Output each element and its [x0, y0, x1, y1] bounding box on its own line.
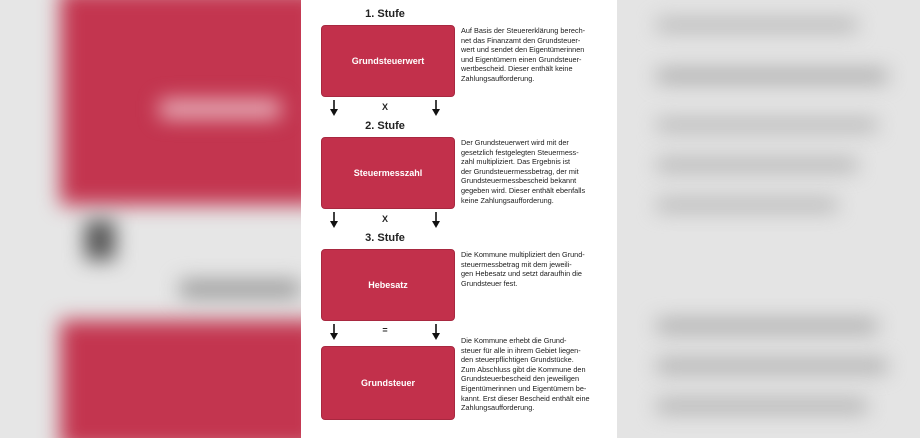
step-3-box — [321, 249, 455, 321]
down-arrow-icon — [329, 100, 339, 116]
result-box — [321, 346, 455, 420]
multiply-operator-2: X — [381, 214, 388, 224]
step-1-description: Auf Basis der Steuererklärung berech- net das Finanzamt den Grundsteuer- wert und sendet den Eigentümerinnen und Eigentümern einen Grundsteuer- wertbescheid. Dieser enthält keine Zahlungsaufforderung. — [461, 26, 586, 83]
down-arrow-icon — [431, 212, 441, 228]
result-description: Die Kommune erhebt die Grund- steuer für alle in ihrem Gebiet liegen- den steuerpflichtigen Grundstücke. Zum Abschluss gibt die Kommune den Grundsteuerbescheid den jeweiligen Eigentümerinnen und Eigentümern be- kannt. Erst dieser Bescheid enthält eine Zahlungsaufforderung. — [461, 336, 590, 413]
down-arrow-icon — [329, 212, 339, 228]
step-3-heading: 3. Stufe — [365, 232, 405, 244]
down-arrow-icon — [431, 324, 441, 340]
step-1-box — [321, 25, 455, 97]
step-2-box-label: Steuermesszahl — [353, 168, 423, 178]
multiply-operator-1: X — [381, 102, 388, 112]
step-1-box-label: Grundsteuerwert — [351, 56, 425, 66]
blurred-background-left — [0, 0, 301, 438]
step-2-description: Der Grundsteuerwert wird mit der gesetzlich festgelegten Steuermess- zahl multipliziert. Das Ergebnis ist der Grundsteuermessbetrag, der mit Grundsteuermessbescheid bekannt gegeben wird. Dieser enthält ebenfalls keine Zahlungsaufforderung. — [461, 138, 586, 205]
blurred-background-right — [617, 0, 920, 438]
step-1-heading: 1. Stufe — [365, 8, 405, 20]
down-arrow-icon — [329, 324, 339, 340]
result-box-label: Grundsteuer — [360, 378, 415, 388]
step-2-box — [321, 137, 455, 209]
step-3-description: Die Kommune multipliziert den Grund- steuermessbetrag mit dem jeweili- gen Hebesatz und setzt daraufhin die Grundsteuer fest. — [461, 250, 585, 288]
step-3-box-label: Hebesatz — [368, 280, 408, 290]
down-arrow-icon — [431, 100, 441, 116]
flow-diagram-document — [301, 0, 617, 438]
equals-operator: = — [382, 325, 388, 335]
step-2-heading: 2. Stufe — [365, 120, 405, 132]
